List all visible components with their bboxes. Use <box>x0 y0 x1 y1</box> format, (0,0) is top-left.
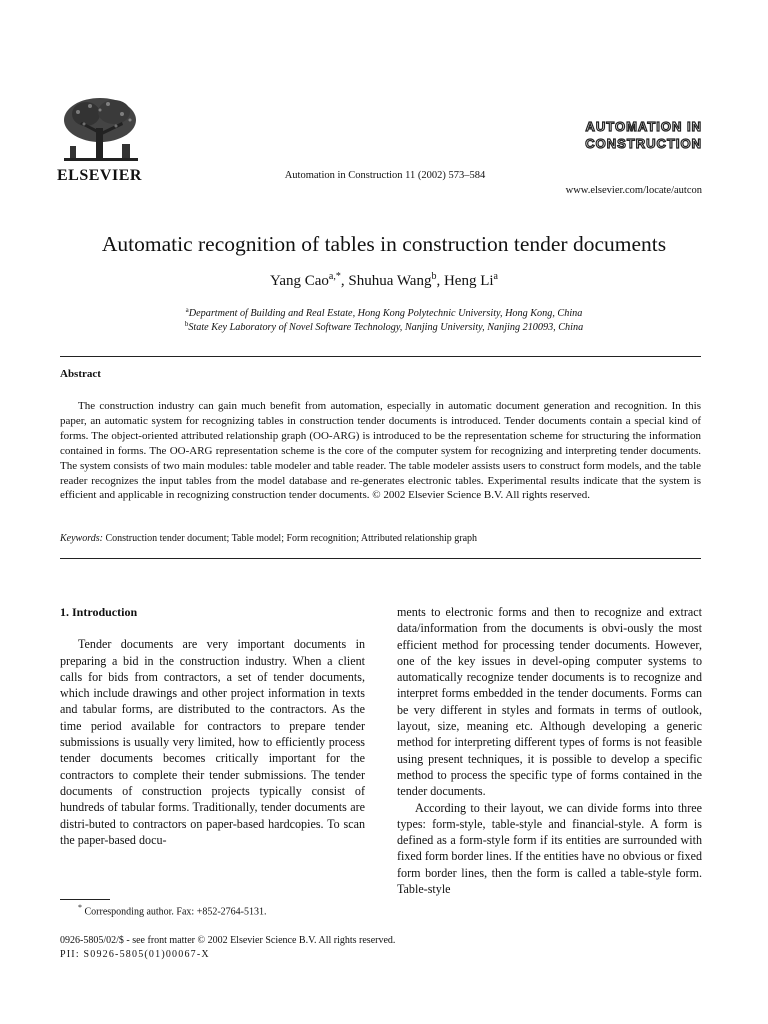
affiliation-text: Department of Building and Real Estate, Hong Kong Polytechnic University, Hong Kong, China <box>188 308 583 319</box>
journal-logo-line1: AUTOMATION IN <box>585 119 702 134</box>
section-heading: 1. Introduction <box>60 605 138 619</box>
right-column <box>397 604 702 897</box>
affiliation-item <box>0 307 768 321</box>
issn-line: 0926-5805/02/$ - see front matter © 2002 Elsevier Science B.V. All rights reserved. <box>60 935 396 946</box>
body-paragraph: ments to electronic forms and then to recognize and extract data/information from the documents is obvi-ously the most efficient method for processing tender documents. However, one of the key issues in devel-oping computer systems to automatically recognize tender documents is to recognize and interpret forms embedded in the tender documents. Forms can be very different in styles and formats in terms of outlook, layout, size, meaning etc. Although developing a generic method for interpreting different types of forms is not feasible using present techniques, it is possible to develop a specific method to process the specific type of forms contained in the tender documents. <box>397 605 702 799</box>
author-affiliation-marker: a,* <box>328 271 341 282</box>
body-paragraph: According to their layout, we can divide forms into three types: form-style, table-style and financial-style. A form is defined as a form-style form if its entities are surrounded with fixed form border lines. If the entities have no obvious or fixed form border lines, then the form is called a table-style form. Table-style <box>397 800 702 897</box>
abstract-text: The construction industry can gain much benefit from automation, especially in automatic document generation and recognition. In this paper, an automatic system for recognizing tables in construction tender documents is introduced. Tender documents contain a special kind of forms. The object-oriented attributed relationship graph (OO-ARG) is introduced to be the representation scheme for structuring the information contained in forms. The OO-ARG representation scheme is the core of the computer system for recognizing and interpreting tender documents. The system consists of two main modules: table modeler and table reader. The table modeler assists users to construct form models, and the table reader recognizes the input tables from the model database and re-generates electronic tables. Experimental results indicate that the system is efficient and applicable in recognizing construction tender documents. © 2002 Elsevier Science B.V. All rights reserved. <box>60 400 701 502</box>
journal-url: www.elsevier.com/locate/autcon <box>565 185 702 196</box>
body-paragraph: Tender documents are very important documents in preparing a bid in the construction industry. When a client calls for bids from contractors, a set of tender documents, which include drawings and other project information in texts and tabular forms, are distributed to the contractors. As the time period available for contractors to prepare tender submissions is usually very limited, how to efficiently process tender documents becomes critically important for the contractors to complete their tender submissions. The tender documents of construction projects typically consist of hundreds of tabular forms. Traditionally, tender documents are distri-buted to contractors on paper-based hardcopies. To scan the paper-based docu- <box>60 637 365 847</box>
journal-logo-line2: CONSTRUCTION <box>585 136 702 151</box>
footnote-text: Corresponding author. Fax: +852-2764-5131. <box>84 906 267 918</box>
journal-citation: Automation in Construction 11 (2002) 573–584 <box>284 170 486 181</box>
journal-logo <box>585 118 702 152</box>
author-name: Shuhua Wang <box>348 273 432 289</box>
author-affiliation-marker: b <box>431 271 437 282</box>
abstract-heading: Abstract <box>60 368 101 380</box>
divider-top <box>60 356 701 357</box>
affiliation-text: State Key Laboratory of Novel Software Technology, Nanjing University, Nanjing 210093, China <box>188 321 584 333</box>
publisher-name: ELSEVIER <box>57 167 142 184</box>
keywords <box>60 533 477 544</box>
pii-line: PII: S0926-5805(01)00067-X <box>60 949 210 960</box>
footnote-marker: * <box>78 903 82 912</box>
affiliation-marker: a <box>185 306 189 314</box>
elsevier-tree-logo <box>56 94 146 166</box>
left-column <box>60 604 365 848</box>
keywords-label: Keywords: <box>60 533 103 544</box>
author-name: Heng Li <box>443 273 494 289</box>
affiliation-marker: b <box>184 319 189 328</box>
author-list: Yang Cao$^{a,*}$, Shuhua Wang$^b$, Heng Li$^a$ <box>270 271 498 289</box>
divider-bottom <box>60 558 701 559</box>
author-affiliation-marker: a <box>493 271 498 282</box>
affiliation-item <box>0 321 768 335</box>
author-name: Yang Cao <box>270 273 329 289</box>
paper-title: Automatic recognition of tables in construction tender documents <box>101 232 667 256</box>
keywords-text: Construction tender document; Table model; Form recognition; Attributed relationship graph <box>105 533 478 544</box>
footnote <box>60 903 267 917</box>
affiliations <box>0 307 768 334</box>
footnote-rule <box>60 899 110 900</box>
